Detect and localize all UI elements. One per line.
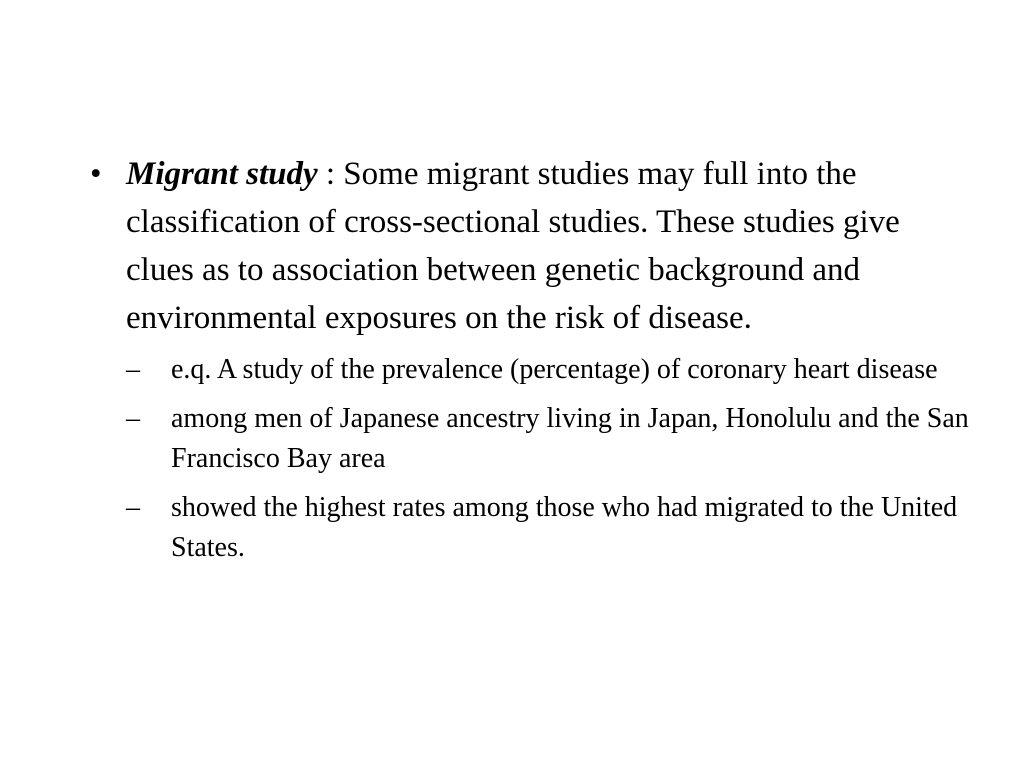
sub-bullet-item <box>126 399 970 479</box>
bullet-list <box>90 150 970 577</box>
sub-bullet-item <box>126 350 970 390</box>
sub-bullet-text: showed the highest rates among those who had migrated to the United States. <box>171 492 958 563</box>
bullet-marker-icon: • <box>90 156 102 192</box>
sub-bullet-item <box>126 488 970 568</box>
sub-bullet-text: e.q. A study of the prevalence (percentage) of coronary heart disease <box>171 354 938 385</box>
dash-marker-icon: – <box>126 492 140 523</box>
dash-marker-icon: – <box>126 354 140 385</box>
dash-marker-icon: – <box>126 403 140 434</box>
sub-bullet-text: among men of Japanese ancestry living in Japan, Honolulu and the San Francisco Bay area <box>171 403 969 474</box>
term-migrant-study: Migrant study <box>126 156 318 192</box>
main-bullet <box>90 150 970 342</box>
main-bullet-text: : Some migrant studies may full into the classification of cross-sectional studies. These studies give clues as to association between genetic background and environmental exposures on the risk of disease. <box>126 156 900 336</box>
sub-bullet-list <box>90 350 970 568</box>
